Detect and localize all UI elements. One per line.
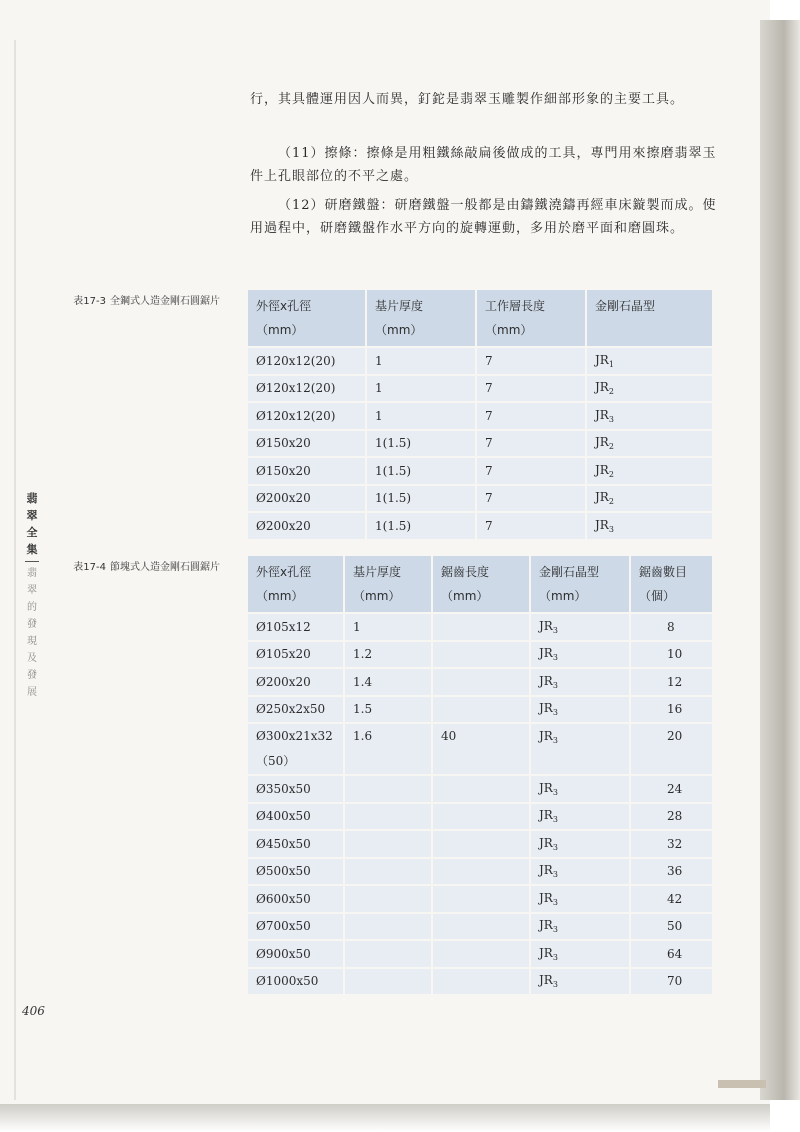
- title-char: 翡: [27, 568, 37, 579]
- size-cell: [248, 613, 344, 641]
- thickness-cell: 1.2: [344, 641, 432, 669]
- grade-cell: [530, 696, 630, 724]
- thickness-cell: 1: [366, 347, 476, 375]
- size-value: Ø500x50: [256, 864, 311, 879]
- paragraph-1: 行，其具體運用因人而異，釘鉈是翡翠玉雕製作細部形象的主要工具。: [250, 92, 685, 107]
- title-char: 發: [27, 619, 37, 630]
- size-value: Ø350x50: [256, 781, 311, 796]
- header-unit: （mm）: [256, 323, 304, 337]
- grade-subscript: 3: [552, 787, 558, 797]
- grade-subscript: 3: [552, 980, 558, 990]
- thickness-cell: [344, 775, 432, 803]
- header-unit: （mm）: [485, 323, 533, 337]
- grade-cell: [586, 347, 712, 375]
- thickness-cell: 1(1.5): [366, 430, 476, 458]
- grade-value: JR: [539, 973, 553, 988]
- table2-header-4: [630, 556, 712, 613]
- size-cell: [248, 968, 344, 995]
- grade-value: JR: [595, 517, 609, 532]
- tooth-length-cell: [432, 613, 530, 641]
- table2-caption-id: 表17-4: [73, 562, 106, 573]
- tooth-length-cell: [432, 913, 530, 941]
- grade-value: JR: [539, 835, 553, 850]
- grade-subscript: 3: [552, 842, 558, 852]
- grade-value: JR: [595, 490, 609, 505]
- size-cell: [248, 858, 344, 886]
- grade-subscript: 3: [608, 414, 614, 424]
- table1: [248, 290, 712, 539]
- grade-cell: [586, 485, 712, 513]
- tooth-count-cell: 12: [630, 668, 712, 696]
- table-row: [248, 613, 712, 641]
- tooth-length-cell: [432, 858, 530, 886]
- grade-value: JR: [595, 380, 609, 395]
- grade-cell: [586, 457, 712, 485]
- thickness-cell: 1.4: [344, 668, 432, 696]
- tooth-length-cell: [432, 641, 530, 669]
- size-cell: [248, 723, 344, 775]
- size-cell: Ø120x12(20): [248, 347, 366, 375]
- table-row: [248, 913, 712, 941]
- header-line: 工作層長度: [485, 299, 546, 313]
- layer-length-cell: 7: [476, 347, 586, 375]
- grade-value: JR: [539, 918, 553, 933]
- table-row: [248, 430, 712, 458]
- grade-cell: [530, 803, 630, 831]
- series-title: [22, 490, 42, 558]
- title-char: 展: [27, 687, 37, 698]
- tooth-count-cell: 16: [630, 696, 712, 724]
- table1-caption: [60, 294, 220, 309]
- tooth-count-cell: 50: [630, 913, 712, 941]
- grade-subscript: 2: [608, 497, 614, 507]
- grade-cell: [586, 375, 712, 403]
- table2-header-row: [248, 556, 712, 613]
- grade-cell: [530, 885, 630, 913]
- thickness-cell: [344, 968, 432, 995]
- grade-cell: [586, 430, 712, 458]
- table-row: [248, 968, 712, 995]
- thickness-cell: 1.5: [344, 696, 432, 724]
- grade-subscript: 1: [608, 359, 614, 369]
- chapter-title: [22, 565, 42, 701]
- grade-subscript: 3: [552, 736, 558, 745]
- title-char: 翠: [27, 585, 37, 596]
- layer-length-cell: 7: [476, 402, 586, 430]
- table-row: [248, 803, 712, 831]
- tooth-length-cell: [432, 830, 530, 858]
- grade-value: JR: [539, 780, 553, 795]
- size-value: Ø1000x50: [256, 974, 319, 989]
- grade-subscript: 3: [552, 653, 558, 663]
- table-row: [248, 668, 712, 696]
- grade-subscript: 2: [608, 442, 614, 452]
- size-value-continued: （50）: [256, 754, 296, 768]
- size-cell: [248, 641, 344, 669]
- tooth-count-cell: 36: [630, 858, 712, 886]
- table1-caption-id: 表17-3: [73, 296, 106, 307]
- grade-cell: [586, 512, 712, 539]
- grade-value: JR: [539, 673, 553, 688]
- table2: [248, 556, 712, 994]
- grade-subscript: 3: [552, 680, 558, 690]
- header-unit: （mm）: [539, 589, 587, 603]
- layer-length-cell: 7: [476, 430, 586, 458]
- size-cell: [248, 775, 344, 803]
- size-value: Ø105x12: [256, 619, 311, 634]
- header-line: 基片厚度: [353, 565, 402, 579]
- thickness-cell: 1.6: [344, 723, 432, 775]
- table1-header-2: [476, 290, 586, 347]
- grade-value: JR: [539, 729, 553, 743]
- table-row: [248, 775, 712, 803]
- grade-cell: [530, 613, 630, 641]
- facing-page-edge: [760, 20, 800, 1100]
- header-unit: （mm）: [256, 589, 304, 603]
- series-char: 全: [26, 526, 38, 539]
- table-row: [248, 402, 712, 430]
- grade-cell: [586, 402, 712, 430]
- grade-cell: [530, 940, 630, 968]
- layer-length-cell: 7: [476, 457, 586, 485]
- grade-cell: [530, 668, 630, 696]
- grade-subscript: 3: [552, 870, 558, 880]
- running-sidebar: [22, 490, 42, 701]
- grade-value: JR: [539, 646, 553, 661]
- header-unit: （個）: [639, 589, 676, 603]
- tooth-length-cell: [432, 885, 530, 913]
- tooth-count-cell: 70: [630, 968, 712, 995]
- grade-value: JR: [595, 462, 609, 477]
- grade-subscript: 3: [552, 625, 558, 635]
- size-value: Ø250x2x50: [256, 702, 326, 717]
- header-unit: （mm）: [441, 589, 489, 603]
- table2-header-2: [432, 556, 530, 613]
- header-line: 外徑x孔徑: [256, 565, 312, 579]
- table-row: [248, 512, 712, 539]
- size-value: Ø300x21x32: [256, 729, 333, 743]
- thickness-cell: 1(1.5): [366, 485, 476, 513]
- grade-value: JR: [595, 435, 609, 450]
- grade-value: JR: [539, 945, 553, 960]
- tooth-count-cell: 42: [630, 885, 712, 913]
- header-line: 金剛石晶型: [539, 565, 600, 579]
- table2-caption: [60, 560, 220, 575]
- tooth-length-cell: 40: [432, 723, 530, 775]
- table2-header-3: [530, 556, 630, 613]
- tooth-count-cell: 8: [630, 613, 712, 641]
- layer-length-cell: 7: [476, 485, 586, 513]
- header-unit: [595, 318, 704, 342]
- grade-value: JR: [595, 407, 609, 422]
- size-cell: Ø120x12(20): [248, 402, 366, 430]
- thickness-cell: [344, 940, 432, 968]
- grade-value: JR: [539, 808, 553, 823]
- table2-header-1: [344, 556, 432, 613]
- sidebar-divider: [25, 561, 39, 562]
- grade-cell: [530, 641, 630, 669]
- table-row: [248, 641, 712, 669]
- header-unit: （mm）: [375, 323, 423, 337]
- size-cell: Ø150x20: [248, 430, 366, 458]
- thickness-cell: [344, 803, 432, 831]
- header-line: 鋸齒長度: [441, 565, 490, 579]
- size-value: Ø600x50: [256, 891, 311, 906]
- header-line: 基片厚度: [375, 299, 424, 313]
- paragraph-3: （12）研磨鐵盤：研磨鐵盤一般都是由鑄鐵澆鑄再經車床鏇製而成。使用過程中，研磨鐵盤作水平方向的旋轉運動，多用於磨平面和磨圓珠。: [250, 198, 717, 236]
- table1-header-row: [248, 290, 712, 347]
- grade-cell: [530, 723, 630, 775]
- size-value: Ø450x50: [256, 836, 311, 851]
- grade-subscript: 3: [552, 897, 558, 907]
- title-char: 的: [27, 602, 37, 613]
- size-cell: [248, 668, 344, 696]
- grade-cell: [530, 913, 630, 941]
- paragraph-2: （11）擦條：擦條是用粗鐵絲敲扁後做成的工具，專門用來擦磨翡翠玉件上孔眼部位的不平之處。: [250, 146, 717, 184]
- scan-bottom-shadow: [0, 1104, 770, 1132]
- table1-caption-text: 全鋼式人造金剛石圓鋸片: [110, 296, 220, 307]
- grade-subscript: 3: [552, 925, 558, 935]
- grade-subscript: 2: [608, 469, 614, 479]
- thickness-cell: 1: [366, 375, 476, 403]
- tooth-count-cell: 28: [630, 803, 712, 831]
- tooth-count-cell: 24: [630, 775, 712, 803]
- grade-cell: [530, 775, 630, 803]
- thickness-cell: [344, 858, 432, 886]
- table-row: [248, 940, 712, 968]
- page-number: 406: [22, 1004, 45, 1018]
- thickness-cell: 1: [344, 613, 432, 641]
- table2-caption-text: 節塊式人造金剛石圓鋸片: [110, 562, 220, 573]
- size-cell: [248, 940, 344, 968]
- grade-subscript: 2: [608, 387, 614, 397]
- grade-value: JR: [539, 618, 553, 633]
- table-row: [248, 696, 712, 724]
- header-line: 外徑x孔徑: [256, 299, 312, 313]
- table1-header-1: [366, 290, 476, 347]
- gutter-rule: [14, 40, 16, 1100]
- tooth-length-cell: [432, 668, 530, 696]
- table-row: [248, 347, 712, 375]
- size-cell: Ø150x20: [248, 457, 366, 485]
- size-cell: Ø200x20: [248, 512, 366, 539]
- thickness-cell: [344, 913, 432, 941]
- series-char: 翠: [26, 509, 38, 522]
- tooth-length-cell: [432, 775, 530, 803]
- table-row: [248, 830, 712, 858]
- table-row: [248, 885, 712, 913]
- size-value: Ø400x50: [256, 809, 311, 824]
- size-value: Ø200x20: [256, 674, 311, 689]
- grade-value: JR: [539, 890, 553, 905]
- tooth-count-cell: 20: [630, 723, 712, 775]
- thickness-cell: 1(1.5): [366, 457, 476, 485]
- table1-header-0: [248, 290, 366, 347]
- size-cell: [248, 696, 344, 724]
- title-char: 現: [27, 636, 37, 647]
- series-char: 翡: [26, 492, 38, 505]
- grade-cell: [530, 858, 630, 886]
- table1-body: [248, 347, 712, 539]
- grade-subscript: 3: [608, 524, 614, 534]
- tooth-length-cell: [432, 696, 530, 724]
- size-value: Ø700x50: [256, 919, 311, 934]
- grade-subscript: 3: [552, 708, 558, 718]
- size-value: Ø105x20: [256, 647, 311, 662]
- scan-mark: [718, 1080, 766, 1088]
- tooth-count-cell: 32: [630, 830, 712, 858]
- tooth-count-cell: 64: [630, 940, 712, 968]
- grade-subscript: 3: [552, 815, 558, 825]
- grade-cell: [530, 830, 630, 858]
- thickness-cell: [344, 830, 432, 858]
- header-line: 鋸齒數目: [639, 565, 688, 579]
- header-unit: （mm）: [353, 589, 401, 603]
- layer-length-cell: 7: [476, 512, 586, 539]
- table2-body: [248, 613, 712, 994]
- size-cell: [248, 803, 344, 831]
- table-row: [248, 723, 712, 775]
- tooth-length-cell: [432, 968, 530, 995]
- table1-header-3: [586, 290, 712, 347]
- thickness-cell: 1(1.5): [366, 512, 476, 539]
- grade-subscript: 3: [552, 952, 558, 962]
- title-char: 發: [27, 670, 37, 681]
- thickness-cell: [344, 885, 432, 913]
- size-cell: [248, 830, 344, 858]
- size-cell: [248, 913, 344, 941]
- table-row: [248, 375, 712, 403]
- size-value: Ø900x50: [256, 946, 311, 961]
- tooth-length-cell: [432, 940, 530, 968]
- size-cell: [248, 885, 344, 913]
- grade-value: JR: [595, 352, 609, 367]
- tooth-count-cell: 10: [630, 641, 712, 669]
- grade-value: JR: [539, 863, 553, 878]
- series-char: 集: [26, 543, 38, 556]
- grade-value: JR: [539, 701, 553, 716]
- table2-header-0: [248, 556, 344, 613]
- size-cell: Ø120x12(20): [248, 375, 366, 403]
- header-line: 金剛石晶型: [595, 299, 656, 313]
- table-row: [248, 485, 712, 513]
- layer-length-cell: 7: [476, 375, 586, 403]
- thickness-cell: 1: [366, 402, 476, 430]
- grade-cell: [530, 968, 630, 995]
- tooth-length-cell: [432, 803, 530, 831]
- table-row: [248, 858, 712, 886]
- size-cell: Ø200x20: [248, 485, 366, 513]
- title-char: 及: [27, 653, 37, 664]
- table-row: [248, 457, 712, 485]
